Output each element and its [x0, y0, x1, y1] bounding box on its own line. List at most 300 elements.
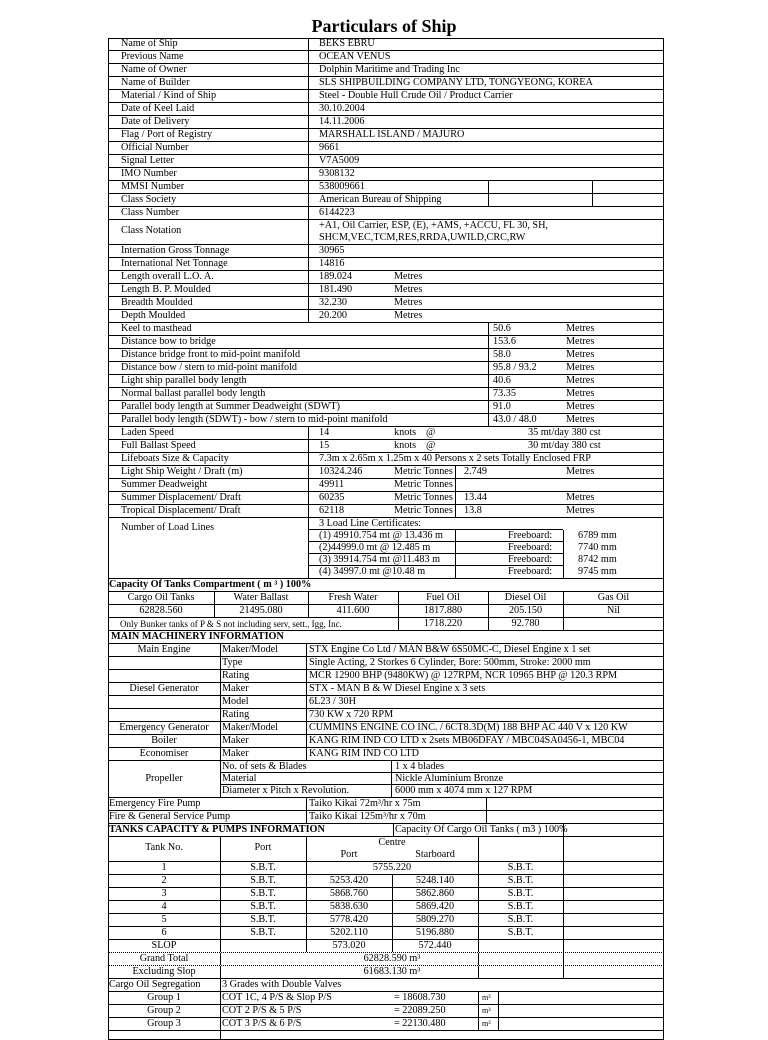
load-line-cert: (3) 39914.754 mt @11.483 m: [319, 554, 441, 565]
tank-starboard: S.B.T.: [507, 914, 534, 925]
particular-label: Class Society: [121, 194, 177, 205]
machinery-key: Maker: [222, 735, 249, 746]
tank-capacity-header: Water Ballast: [233, 592, 289, 603]
column-divider: [488, 181, 489, 193]
page-title: Particulars of Ship: [311, 16, 457, 36]
column-divider: [220, 901, 221, 913]
particular-value: 14.11.2006: [319, 116, 365, 127]
weight-row: [108, 492, 664, 505]
machinery-group: Main Engine: [137, 644, 191, 655]
tank-starboard: S.B.T.: [507, 875, 534, 886]
column-divider: [392, 940, 393, 952]
unit-label: knots: [394, 440, 417, 451]
unit-label: Metres: [394, 297, 423, 308]
particular-value: 60235: [319, 492, 345, 503]
particular-label: Length B. P. Moulded: [121, 284, 211, 295]
column-divider: [488, 323, 489, 335]
particular-value: 14: [319, 427, 330, 438]
column-divider: [308, 605, 309, 617]
tank-centre-port: 5838.630: [329, 901, 369, 912]
machinery-heading-row: [108, 631, 664, 644]
unit-label: Metres: [394, 310, 423, 321]
dimension-row: [108, 284, 664, 297]
segregation-group-row: [108, 1018, 664, 1031]
particular-row: [108, 116, 664, 129]
particular-value: 30965: [319, 245, 345, 256]
column-divider: [478, 888, 479, 900]
machinery-value: Single Acting, 2 Storkes 6 Cylinder, Bore: 500mm, Stroke: 2000 mm: [309, 657, 591, 668]
machinery-key: Material: [222, 773, 257, 784]
tank-capacity-value: Nil: [606, 605, 621, 616]
col-header: Centre: [378, 837, 406, 848]
pump-value: Taiko Kikai 125m³/hr x 70m: [309, 811, 426, 822]
column-divider: [308, 453, 309, 465]
group-label: Group 3: [147, 1018, 181, 1029]
machinery-key: Maker: [222, 748, 249, 759]
column-divider: [478, 875, 479, 887]
column-divider: [220, 1031, 221, 1039]
particular-label: Summer Displacement/ Draft: [121, 492, 241, 503]
machinery-value: KANG RIM IND CO LTD x 2sets MB06DFAY / MBC04SA0456-1, MBC04: [309, 735, 625, 746]
freeboard-label: Freeboard:: [508, 566, 553, 577]
machinery-row: [108, 670, 664, 683]
column-divider: [308, 116, 309, 128]
column-divider: [308, 284, 309, 296]
lifeboats-row: [108, 453, 664, 466]
distance-row: [108, 388, 664, 401]
column-divider: [563, 824, 564, 836]
column-divider: [308, 142, 309, 154]
column-divider: [220, 992, 221, 1004]
tank-number: 3: [161, 888, 167, 899]
row-divider: [308, 529, 563, 530]
column-divider: [220, 1018, 221, 1030]
particular-label: Class Number: [121, 207, 180, 218]
particular-value: 189.024: [319, 271, 353, 282]
unit-label: Metres: [566, 375, 595, 386]
column-divider: [488, 401, 489, 413]
tank-capacity-values-row: [108, 605, 664, 618]
grand-total-value: 62828.590 m³: [363, 953, 421, 964]
column-divider: [488, 414, 489, 426]
particular-value: 62118: [319, 505, 345, 516]
machinery-key: Rating: [222, 670, 250, 681]
group-quantity: = 22089.250: [394, 1005, 446, 1016]
freeboard-label: Freeboard:: [508, 542, 553, 553]
particular-value: 538009661: [319, 181, 365, 192]
particular-row: [108, 51, 664, 64]
column-divider: [220, 709, 221, 721]
pump-label: Fire & General Service Pump: [109, 811, 231, 822]
column-divider: [308, 77, 309, 89]
column-divider: [488, 605, 489, 617]
pump-row: [108, 798, 664, 811]
particular-label: Summer Deadweight: [121, 479, 208, 490]
column-divider: [308, 220, 309, 244]
particular-label: Distance bridge front to mid-point manifold: [121, 349, 301, 360]
column-divider: [308, 38, 309, 50]
column-divider: [478, 1005, 479, 1017]
particular-label: Material / Kind of Ship: [121, 90, 217, 101]
particular-value: 30.10.2004: [319, 103, 365, 114]
cargo-tank-row: [108, 940, 664, 953]
machinery-key: Diameter x Pitch x Revolution.: [222, 785, 350, 796]
tank-capacity-heading-row: [108, 579, 664, 592]
column-divider: [563, 605, 564, 617]
tank-centre-starboard: 5809.270: [415, 914, 455, 925]
column-divider: [306, 644, 307, 656]
column-divider: [478, 992, 479, 1004]
column-divider: [398, 605, 399, 617]
load-line-cert: (1) 49910.754 mt @ 13.436 m: [319, 530, 443, 541]
cargo-tanks-heading: TANKS CAPACITY & PUMPS INFORMATION: [109, 824, 325, 835]
particular-label: Parallel body length at Summer Deadweight (SDWT): [121, 401, 340, 412]
unit-label: Metric Tonnes: [394, 479, 453, 490]
freeboard-label: Freeboard:: [508, 530, 553, 541]
column-divider: [392, 875, 393, 887]
column-divider: [220, 696, 221, 708]
class-notation-line: SHCM,VEC,TCM,RES,RRDA,UWILD,CRC,RW: [319, 232, 526, 243]
column-divider: [455, 466, 456, 478]
column-divider: [308, 518, 309, 578]
group-unit: m³: [482, 993, 491, 1002]
particular-label: Name of Owner: [121, 64, 187, 75]
machinery-value: CUMMINS ENGINE CO INC. / 6CT8.3D(M) 188 BHP AC 440 V x 120 KW: [309, 722, 628, 733]
column-divider: [306, 722, 307, 734]
column-divider: [306, 888, 307, 900]
tank-centre-starboard: 5869.420: [415, 901, 455, 912]
unit-label: Metres: [394, 271, 423, 282]
particular-label: Depth Moulded: [121, 310, 186, 321]
particular-row: [108, 38, 664, 51]
particular-value: 9308132: [319, 168, 355, 179]
segregation-value: 3 Grades with Double Valves: [222, 979, 342, 990]
column-divider: [220, 1005, 221, 1017]
column-divider: [563, 592, 564, 604]
machinery-value: 730 KW x 720 RPM: [309, 709, 394, 720]
weight-row: [108, 466, 664, 479]
particular-row: [108, 181, 664, 194]
unit-label: Metres: [566, 414, 595, 425]
column-divider: [306, 875, 307, 887]
pump-row: [108, 811, 664, 824]
freeboard-value: 7740 mm: [578, 542, 617, 553]
machinery-row: [108, 709, 664, 722]
tank-number: 1: [161, 862, 167, 873]
column-divider: [220, 914, 221, 926]
unit-label: Metric Tonnes: [394, 492, 453, 503]
column-divider: [592, 194, 593, 206]
grand-total-row: [108, 953, 664, 966]
particular-label: Parallel body length (SDWT) - bow / stern to mid-point manifold: [121, 414, 388, 425]
particular-label: Keel to masthead: [121, 323, 192, 334]
column-divider: [308, 90, 309, 102]
particular-label: Flag / Port of Registry: [121, 129, 213, 140]
tank-centre-starboard: 5196.880: [415, 927, 455, 938]
tank-centre-starboard: 5248.140: [415, 875, 455, 886]
column-divider: [220, 837, 221, 861]
cargo-tank-row: [108, 914, 664, 927]
column-divider: [306, 735, 307, 747]
weight-row: [108, 479, 664, 492]
row-divider: [308, 541, 563, 542]
particular-row: [108, 168, 664, 181]
machinery-heading: MAIN MACHINERY INFORMATION: [111, 631, 284, 642]
column-divider: [498, 1005, 499, 1017]
grand-total-label: Grand Total: [139, 953, 189, 964]
tank-capacity-header: Gas Oil: [597, 592, 630, 603]
particular-label: Distance bow / stern to mid-point manifold: [121, 362, 297, 373]
machinery-value: 6000 mm x 4074 mm x 127 RPM: [395, 785, 533, 796]
distance-row: [108, 401, 664, 414]
particular-label: Light Ship Weight / Draft (m): [121, 466, 243, 477]
particular-row: [108, 207, 664, 220]
column-divider: [308, 168, 309, 180]
particular-label: Light ship parallel body length: [121, 375, 247, 386]
speed-row: [108, 427, 664, 440]
column-divider: [220, 979, 221, 991]
column-divider: [308, 466, 309, 478]
unit-label: Metres: [566, 336, 595, 347]
column-divider: [220, 644, 221, 656]
group-unit: m³: [482, 1006, 491, 1015]
column-divider: [306, 837, 307, 861]
column-divider: [392, 914, 393, 926]
pump-value: Taiko Kikai 72m³/hr x 75m: [309, 798, 421, 809]
group-label: Group 1: [147, 992, 181, 1003]
tank-number: 2: [161, 875, 167, 886]
tank-starboard: S.B.T.: [507, 888, 534, 899]
column-divider: [308, 129, 309, 141]
freeboard-value: 9745 mm: [578, 566, 617, 577]
column-divider: [488, 362, 489, 374]
tank-capacity-value: 92.780: [511, 618, 540, 629]
column-divider: [220, 748, 221, 760]
column-divider: [563, 875, 564, 887]
consumption: 35 mt/day 380 cst: [528, 427, 601, 438]
load-lines-row: [108, 518, 664, 579]
row-divider: [220, 772, 664, 773]
column-divider: [478, 837, 479, 861]
particular-value: 153.6: [493, 336, 516, 347]
column-divider: [478, 914, 479, 926]
dimension-row: [108, 297, 664, 310]
column-divider: [306, 670, 307, 682]
unit-label: Metres: [566, 323, 595, 334]
column-divider: [308, 51, 309, 63]
particular-row: [108, 155, 664, 168]
segregation-group-row: [108, 1005, 664, 1018]
particular-value: 15: [319, 440, 330, 451]
column-divider: [478, 940, 479, 952]
tank-capacity-value: 1817.880: [423, 605, 463, 616]
column-divider: [220, 927, 221, 939]
distance-row: [108, 414, 664, 427]
column-divider: [306, 657, 307, 669]
freeboard-value: 8742 mm: [578, 554, 617, 565]
tank-capacity-value: 411.600: [336, 605, 370, 616]
cargo-tank-row: [108, 927, 664, 940]
particular-label: Signal Letter: [121, 155, 174, 166]
column-divider: [455, 505, 456, 517]
machinery-value: STX - MAN B & W Diesel Engine x 3 sets: [309, 683, 486, 694]
group-tanks: COT 3 P/S & 6 P/S: [222, 1018, 302, 1029]
particular-label: Date of Delivery: [121, 116, 190, 127]
column-divider: [455, 530, 456, 578]
col-header: Port: [254, 842, 272, 853]
column-divider: [392, 901, 393, 913]
row-divider: [220, 784, 664, 785]
tank-capacity-header: Diesel Oil: [504, 592, 547, 603]
column-divider: [563, 888, 564, 900]
particular-label: Length overall L.O. A.: [121, 271, 214, 282]
column-divider: [308, 258, 309, 270]
column-divider: [308, 440, 309, 452]
machinery-value: Nickle Aluminium Bronze: [395, 773, 504, 784]
machinery-row: [108, 722, 664, 735]
column-divider: [308, 505, 309, 517]
particular-value: SLS SHIPBUILDING COMPANY LTD, TONGYEONG, KOREA: [319, 77, 593, 88]
column-divider: [220, 735, 221, 747]
column-divider: [488, 194, 489, 206]
tank-starboard: S.B.T.: [507, 901, 534, 912]
unit-label: Metres: [566, 466, 595, 477]
class-notation-line: +A1, Oil Carrier, ESP, (E), +AMS, +ACCU, FL 30, SH,: [319, 220, 548, 231]
machinery-key: Maker/Model: [222, 644, 279, 655]
cargo-tank-row: [108, 862, 664, 875]
particular-row: [108, 64, 664, 77]
cargo-tanks-subheading: Capacity Of Cargo Oil Tanks ( m3 ) 100%: [395, 824, 568, 835]
column-divider: [220, 888, 221, 900]
unit-label: Metric Tonnes: [394, 505, 453, 516]
column-divider: [306, 709, 307, 721]
particular-row: [108, 90, 664, 103]
tank-centre: 5755.220: [372, 862, 412, 873]
tank-capacity-header: Cargo Oil Tanks: [127, 592, 195, 603]
tank-number: 6: [161, 927, 167, 938]
column-divider: [398, 592, 399, 604]
column-divider: [308, 592, 309, 604]
column-divider: [592, 181, 593, 193]
column-divider: [563, 837, 564, 861]
tank-starboard: S.B.T.: [507, 927, 534, 938]
column-divider: [488, 336, 489, 348]
at-sign: @: [426, 440, 436, 451]
col-header: Starboard: [415, 849, 455, 860]
column-divider: [308, 194, 309, 206]
load-line-cert: (2)44999.0 mt @ 12.485 m: [319, 542, 431, 553]
column-divider: [306, 748, 307, 760]
freeboard-value: 6789 mm: [578, 530, 617, 541]
machinery-key: Maker/Model: [222, 722, 279, 733]
machinery-row: [108, 657, 664, 670]
column-divider: [220, 657, 221, 669]
column-divider: [308, 310, 309, 322]
particular-value: 49911: [319, 479, 345, 490]
excluding-slop-value: 61683.130 m³: [363, 966, 421, 977]
unit-label: Metres: [566, 362, 595, 373]
row-divider: [308, 565, 563, 566]
distance-row: [108, 362, 664, 375]
particular-label: IMO Number: [121, 168, 177, 179]
tank-centre-port: 5253.420: [329, 875, 369, 886]
particular-value: V7A5009: [319, 155, 360, 166]
column-divider: [306, 798, 307, 810]
unit-label: Metres: [394, 284, 423, 295]
group-unit: m³: [482, 1019, 491, 1028]
column-divider: [306, 811, 307, 823]
distance-row: [108, 375, 664, 388]
particular-label: Normal ballast parallel body length: [121, 388, 266, 399]
row-divider: [308, 553, 563, 554]
tank-port: S.B.T.: [250, 862, 276, 873]
column-divider: [488, 375, 489, 387]
pump-label: Emergency Fire Pump: [109, 798, 201, 809]
column-divider: [398, 618, 399, 630]
particular-row: [108, 77, 664, 90]
column-divider: [214, 592, 215, 604]
column-divider: [306, 927, 307, 939]
tank-capacity-value: 21495.080: [239, 605, 283, 616]
tank-centre-starboard: 572.440: [418, 940, 452, 951]
weight-row: [108, 505, 664, 518]
particulars-table: [108, 38, 664, 1040]
column-divider: [306, 696, 307, 708]
tank-number: 4: [161, 901, 167, 912]
particular-label: Full Ballast Speed: [121, 440, 196, 451]
particular-value: 9661: [319, 142, 340, 153]
column-divider: [308, 427, 309, 439]
machinery-group: Boiler: [151, 735, 177, 746]
excluding-slop-row: [108, 966, 664, 979]
load-lines-header: 3 Load Line Certificates:: [319, 518, 422, 529]
group-label: Group 2: [147, 1005, 181, 1016]
column-divider: [308, 207, 309, 219]
column-divider: [488, 592, 489, 604]
particular-value: 7.3m x 2.65m x 1.25m x 40 Persons x 2 sets Totally Enclosed FRP: [319, 453, 591, 464]
machinery-key: Type: [222, 657, 243, 668]
column-divider: [392, 888, 393, 900]
machinery-row: [108, 735, 664, 748]
unit-label: knots: [394, 427, 417, 438]
tank-capacity-heading: Capacity Of Tanks Compartment ( m ³ ) 100%: [109, 579, 312, 590]
machinery-group: Diesel Generator: [129, 683, 199, 694]
column-divider: [308, 103, 309, 115]
particular-value: MARSHALL ISLAND / MAJURO: [319, 129, 465, 140]
tonnage-row: [108, 245, 664, 258]
machinery-group: Propeller: [145, 773, 183, 784]
particular-label: Distance bow to bridge: [121, 336, 216, 347]
tank-capacity-value: 205.150: [508, 605, 543, 616]
particular-value: American Bureau of Shipping: [319, 194, 442, 205]
column-divider: [220, 953, 221, 965]
speed-row: [108, 440, 664, 453]
cargo-tanks-header-row: [108, 837, 664, 862]
particular-label: International Net Tonnage: [121, 258, 228, 269]
draft-value: 13.8: [464, 505, 482, 516]
machinery-value: 1 x 4 blades: [395, 761, 444, 772]
unit-label: Metres: [566, 388, 595, 399]
column-divider: [393, 824, 394, 836]
column-divider: [391, 761, 392, 797]
load-line-cert: (4) 34997.0 mt @10.48 m: [319, 566, 426, 577]
column-divider: [488, 388, 489, 400]
column-divider: [306, 901, 307, 913]
col-header: Tank No.: [145, 842, 183, 853]
cargo-tank-row: [108, 888, 664, 901]
column-divider: [306, 914, 307, 926]
tank-starboard: S.B.T.: [507, 862, 534, 873]
